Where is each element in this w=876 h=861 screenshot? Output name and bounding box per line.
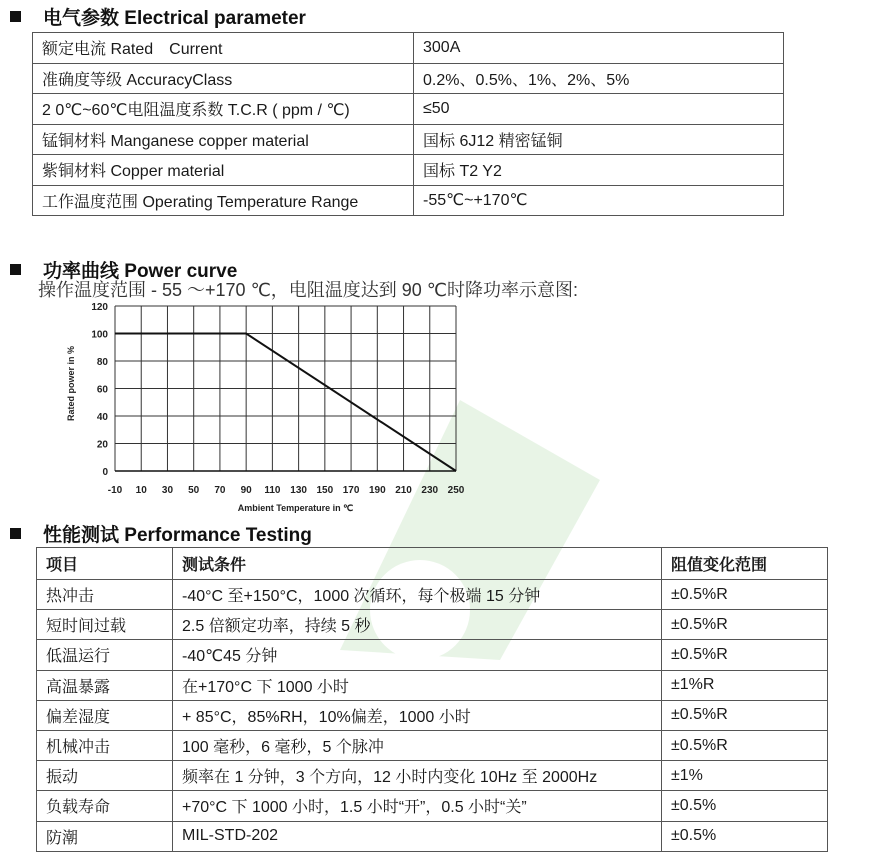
test-condition: -40°C 至+150°C，1000 次循环，每个极端 15 分钟 — [173, 580, 662, 610]
param-label: 紫铜材料 Copper material — [33, 155, 414, 186]
x-tick-label: 70 — [214, 485, 226, 496]
square-bullet-icon — [10, 264, 21, 275]
test-item: 防潮 — [37, 821, 173, 851]
table-row — [33, 33, 784, 64]
test-range: ±0.5% — [662, 791, 828, 821]
x-tick-label: 30 — [161, 485, 174, 496]
table-row — [37, 640, 828, 670]
test-range: ±1% — [662, 761, 828, 791]
x-tick-label: 250 — [447, 485, 465, 496]
table-row — [33, 155, 784, 186]
param-value: -55℃~+170℃ — [414, 185, 784, 216]
y-tick-label: 20 — [96, 439, 108, 451]
x-tick-label: 90 — [240, 485, 252, 496]
param-value: 国标 T2 Y2 — [414, 155, 784, 186]
column-header-range: 阻值变化范围 — [662, 548, 828, 580]
y-axis-label: Rated power in % — [66, 345, 76, 422]
test-range: ±0.5%R — [662, 700, 828, 730]
test-condition: + 85°C，85%RH，10%偏差，1000 小时 — [173, 700, 662, 730]
param-value: 300A — [414, 33, 784, 64]
test-range: ±0.5%R — [662, 640, 828, 670]
param-label: 工作温度范围 Operating Temperature Range — [33, 185, 414, 216]
test-range: ±0.5% — [662, 821, 828, 851]
series-line — [115, 334, 456, 472]
test-condition: -40℃45 分钟 — [173, 640, 662, 670]
power-curve-chart — [60, 296, 480, 521]
square-bullet-icon — [10, 528, 21, 539]
x-tick-label: 110 — [264, 485, 281, 496]
power-curve-note: 操作温度范围 - 55 ～+170 ℃，电阻温度达到 90 ℃时降功率示意图: — [38, 280, 579, 300]
test-range: ±1%R — [662, 670, 828, 700]
table-row — [37, 610, 828, 640]
param-value: 国标 6J12 精密锰铜 — [414, 124, 784, 155]
test-item: 振动 — [37, 761, 173, 791]
y-tick-label: 120 — [91, 302, 108, 313]
param-value: 0.2%、0.5%、1%、2%、5% — [414, 63, 784, 94]
table-row — [37, 821, 828, 851]
x-axis-label: Ambient Temperature in ℃ — [237, 503, 354, 513]
table-row — [37, 580, 828, 610]
y-tick-label: 40 — [96, 412, 108, 423]
test-item: 热冲击 — [37, 580, 173, 610]
table-row — [33, 185, 784, 216]
y-tick-label: 60 — [96, 384, 108, 396]
column-header-condition: 测试条件 — [173, 548, 662, 580]
table-row — [37, 761, 828, 791]
y-tick-label: 100 — [91, 329, 108, 341]
column-header-item: 项目 — [37, 548, 173, 580]
test-range: ±0.5%R — [662, 730, 828, 760]
test-item: 机械冲击 — [37, 730, 173, 760]
test-condition: MIL-STD-202 — [173, 821, 662, 851]
test-item: 短时间过载 — [37, 610, 173, 640]
test-condition: +70°C 下 1000 小时，1.5 小时“开”，0.5 小时“关” — [173, 791, 662, 821]
test-item: 高温暴露 — [37, 670, 173, 700]
table-row — [37, 700, 828, 730]
table-row — [33, 94, 784, 125]
y-tick-label: 0 — [102, 467, 108, 478]
x-tick-label: 170 — [342, 485, 360, 496]
x-tick-label: 50 — [188, 485, 200, 496]
y-tick-label: 80 — [96, 357, 108, 368]
electrical-heading: 电气参数 Electrical parameter — [10, 3, 306, 30]
param-label: 准确度等级 AccuracyClass — [33, 63, 414, 94]
x-tick-label: 130 — [290, 485, 307, 496]
power-curve-heading: 功率曲线 Power curve — [10, 256, 237, 283]
param-label: 2 0℃~60℃电阻温度系数 T.C.R ( ppm / ℃) — [33, 94, 414, 125]
x-tick-label: 10 — [135, 485, 147, 496]
param-label: 额定电流 Rated Current — [33, 33, 414, 64]
x-tick-label: 230 — [421, 485, 439, 496]
x-tick-label: 190 — [368, 485, 386, 496]
table-row — [37, 730, 828, 760]
performance-heading: 性能测试 Performance Testing — [10, 520, 312, 547]
test-range: ±0.5%R — [662, 580, 828, 610]
table-row — [37, 670, 828, 700]
test-condition: 频率在 1 分钟，3 个方向，12 小时内变化 10Hz 至 2000Hz — [173, 761, 662, 791]
test-range: ±0.5%R — [662, 610, 828, 640]
test-item: 偏差湿度 — [37, 700, 173, 730]
square-bullet-icon — [10, 11, 21, 22]
test-condition: 100 毫秒，6 毫秒，5 个脉冲 — [173, 730, 662, 760]
x-tick-label: 150 — [316, 485, 334, 496]
table-row — [33, 124, 784, 155]
table-header-row — [37, 548, 828, 580]
electrical-table — [32, 32, 784, 216]
table-row — [37, 791, 828, 821]
test-condition: 在+170°C 下 1000 小时 — [173, 670, 662, 700]
performance-table — [36, 547, 828, 852]
param-label: 锰铜材料 Manganese copper material — [33, 124, 414, 155]
test-item: 低温运行 — [37, 640, 173, 670]
table-row — [33, 63, 784, 94]
test-item: 负载寿命 — [37, 791, 173, 821]
param-value: ≤50 — [414, 94, 784, 125]
test-condition: 2.5 倍额定功率，持续 5 秒 — [173, 610, 662, 640]
x-tick-label: 210 — [395, 485, 412, 496]
x-tick-label: -10 — [107, 485, 123, 496]
